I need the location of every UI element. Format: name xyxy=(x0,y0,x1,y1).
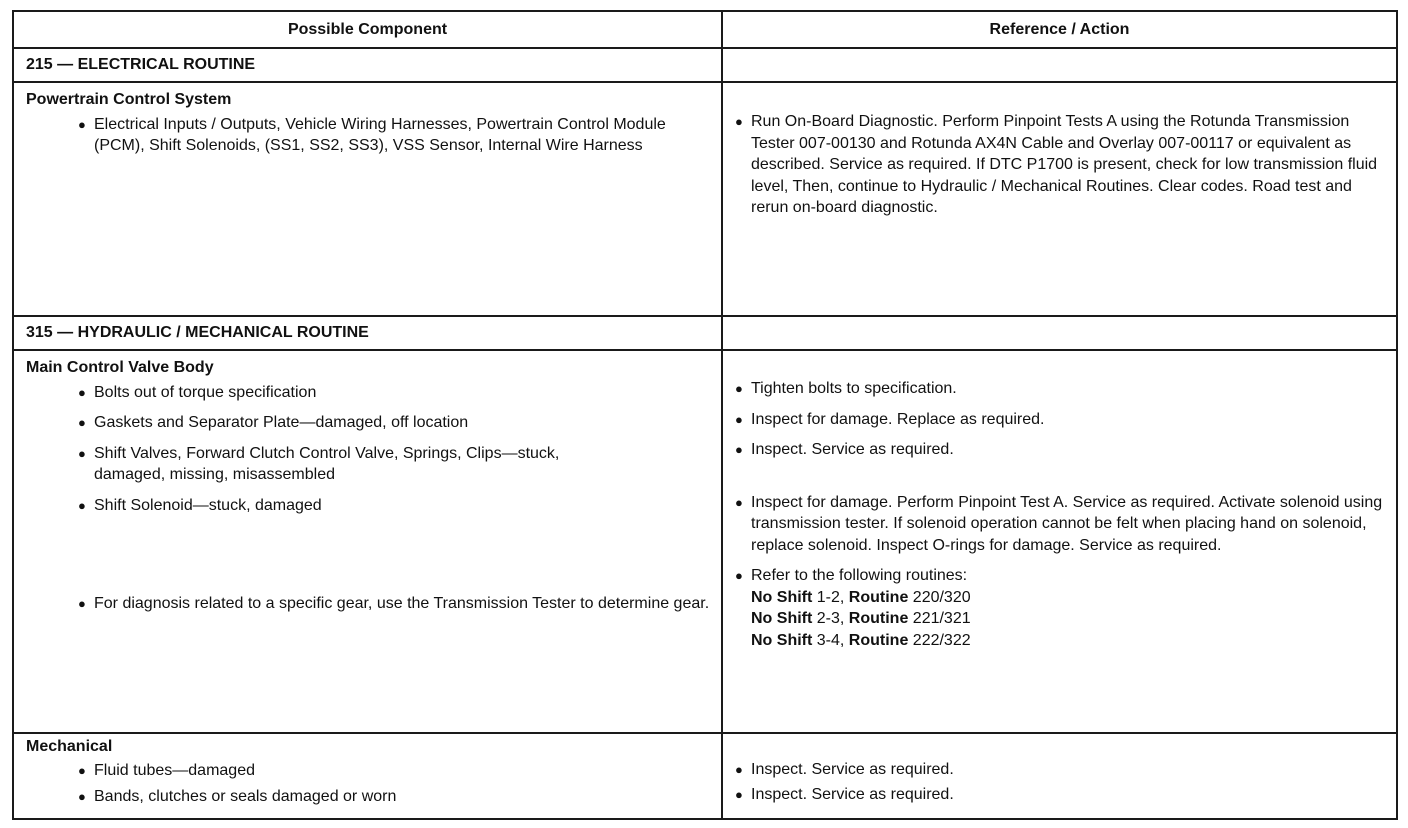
section-title-powertrain: Powertrain Control System xyxy=(26,91,232,109)
main-control-valve-actions xyxy=(722,350,1397,733)
routine-reference: No Shift 2-3, Routine 221/321 xyxy=(751,610,971,628)
routine-315-empty-cell xyxy=(722,316,1397,350)
list-item: ● Inspect for damage. Replace as required. xyxy=(735,409,1388,431)
header-row xyxy=(13,11,1397,48)
list-item: ● Inspect. Service as required. xyxy=(735,439,1388,461)
routine-reference: No Shift 3-4, Routine 222/322 xyxy=(751,631,971,649)
list-item xyxy=(735,565,1388,651)
component-list xyxy=(26,760,713,807)
mechanical-actions xyxy=(722,733,1397,819)
list-item: ● Bolts out of torque specification xyxy=(26,382,713,404)
list-item: ● Inspect for damage. Perform Pinpoint Test A. Service as required. Activate solenoid using transmission tester. If solenoid operation cannot be felt when placing hand on solenoid, replace solenoid. Inspect O-rings for damage. Service as required. xyxy=(735,492,1388,557)
main-control-valve-row xyxy=(13,350,1397,733)
component-list xyxy=(26,382,713,615)
routine-215-title: 215 — ELECTRICAL ROUTINE xyxy=(13,48,722,82)
section-title-mechanical: Mechanical xyxy=(26,737,113,755)
list-item: ● Shift Valves, Forward Clutch Control Valve, Springs, Clips—stuck, damaged, missing, misassembled xyxy=(26,443,713,486)
list-item: ● Bands, clutches or seals damaged or worn xyxy=(26,786,713,808)
list-item: ● Shift Solenoid—stuck, damaged xyxy=(26,495,713,517)
routine-215-empty-cell xyxy=(722,48,1397,82)
header-possible-component: Possible Component xyxy=(13,11,722,48)
list-item: ● For diagnosis related to a specific gear, use the Transmission Tester to determine gear. xyxy=(26,593,713,615)
mechanical-row xyxy=(13,733,1397,819)
header-reference-action: Reference / Action xyxy=(722,11,1397,48)
component-list xyxy=(26,114,713,157)
list-item: ● Run On-Board Diagnostic. Perform Pinpoint Tests A using the Rotunda Transmission Tester 007-00130 and Rotunda AX4N Cable and Overlay 007-00117 or equivalent as described. Service as required. If DTC P1700 is present, check for low transmission fluid level, Then, continue to Hydraulic / Mechanical Routines. Clear codes. Road test and rerun on-board diagnostic. xyxy=(735,111,1388,219)
diagnostic-table xyxy=(12,10,1398,820)
powertrain-control-components xyxy=(13,82,722,316)
refer-routines-text: Refer to the following routines: xyxy=(751,567,968,585)
routine-315-row xyxy=(13,316,1397,350)
list-item: ● Fluid tubes—damaged xyxy=(26,760,713,782)
list-item: ● Electrical Inputs / Outputs, Vehicle Wiring Harnesses, Powertrain Control Module (PCM), Shift Solenoids, (SS1, SS2, SS3), VSS Sensor, Internal Wire Harness xyxy=(26,114,713,157)
mechanical-components xyxy=(13,733,722,819)
action-list xyxy=(735,759,1388,806)
powertrain-control-row xyxy=(13,82,1397,316)
routine-315-title: 315 — HYDRAULIC / MECHANICAL ROUTINE xyxy=(13,316,722,350)
action-list xyxy=(735,378,1388,651)
list-item: ● Inspect. Service as required. xyxy=(735,759,1388,781)
list-item: ● Inspect. Service as required. xyxy=(735,784,1388,806)
section-title-main-control-valve: Main Control Valve Body xyxy=(26,359,214,377)
list-item: ● Tighten bolts to specification. xyxy=(735,378,1388,400)
routine-reference-list xyxy=(751,587,1388,652)
action-list xyxy=(735,111,1388,219)
routine-215-row xyxy=(13,48,1397,82)
routine-reference: No Shift 1-2, Routine 220/320 xyxy=(751,588,971,606)
powertrain-control-actions xyxy=(722,82,1397,316)
list-item: ● Gaskets and Separator Plate—damaged, off location xyxy=(26,412,713,434)
main-control-valve-components xyxy=(13,350,722,733)
